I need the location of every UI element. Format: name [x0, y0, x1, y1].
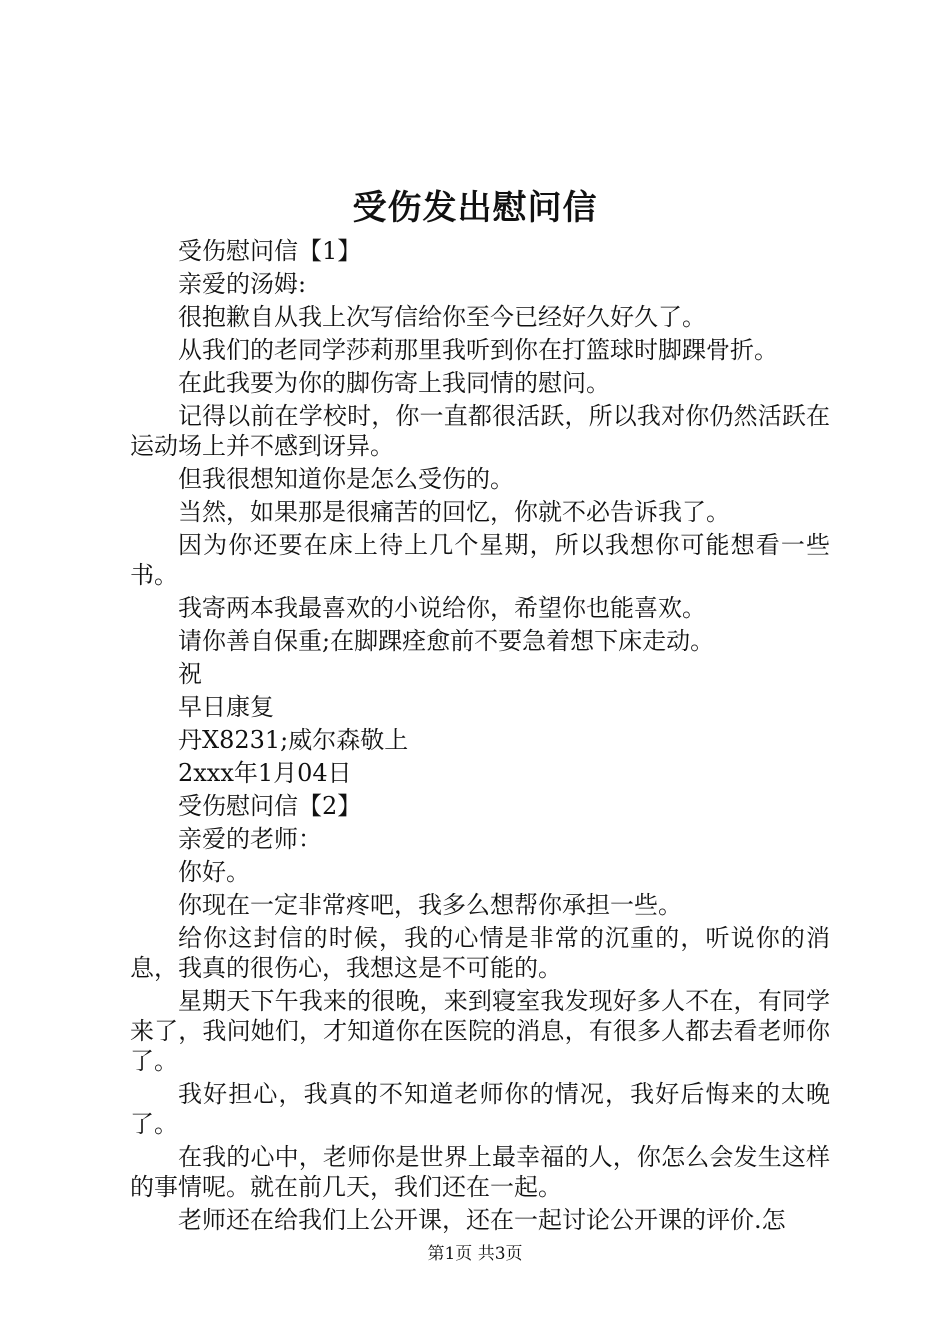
document-title: 受伤发出慰问信: [352, 188, 598, 228]
paragraph: 你现在一定非常疼吧，我多么想帮你承担一些。: [178, 891, 682, 919]
paragraph: 2xxx年1月04日: [178, 759, 352, 787]
paragraph: 星期天下午我来的很晚，来到寝室我发现好多人不在，有同学来了，我问她们，才知道你在医院的消息，有很多人都去看老师你了。: [130, 987, 830, 1075]
paragraph: 受伤慰问信【2】: [178, 792, 362, 820]
document-body: [130, 236, 830, 1238]
paragraph: 但我很想知道你是怎么受伤的。: [178, 465, 514, 493]
page-footer: 第1页 共3页: [427, 1244, 523, 1264]
paragraph: 我寄两本我最喜欢的小说给你，希望你也能喜欢。: [178, 594, 706, 622]
paragraph: 受伤慰问信【1】: [178, 237, 362, 265]
paragraph: 早日康复: [178, 693, 274, 721]
paragraph: 亲爱的老师：: [178, 825, 322, 853]
paragraph: 老师还在给我们上公开课，还在一起讨论公开课的评价.怎: [178, 1206, 786, 1234]
paragraph: 丹X8231;威尔森敬上: [178, 726, 409, 754]
paragraph: 我好担心，我真的不知道老师你的情况，我好后悔来的太晚了。: [130, 1080, 830, 1138]
paragraph: 在此我要为你的脚伤寄上我同情的慰问。: [178, 369, 610, 397]
paragraph: 当然，如果那是很痛苦的回忆，你就不必告诉我了。: [178, 498, 730, 526]
paragraph: 你好。: [178, 858, 250, 886]
paragraph: 从我们的老同学莎莉那里我听到你在打篮球时脚踝骨折。: [178, 336, 778, 364]
paragraph: 因为你还要在床上待上几个星期，所以我想你可能想看一些书。: [130, 531, 830, 589]
paragraph: 请你善自保重;在脚踝痊愈前不要急着想下床走动。: [178, 627, 715, 655]
paragraph: 记得以前在学校时，你一直都很活跃，所以我对你仍然活跃在运动场上并不感到讶异。: [130, 402, 830, 460]
paragraph: 给你这封信的时候，我的心情是非常的沉重的，听说你的消息，我真的很伤心，我想这是不可能的。: [130, 924, 830, 982]
paragraph: 祝: [178, 660, 202, 688]
paragraph: 亲爱的汤姆:: [178, 270, 307, 298]
paragraph: 在我的心中，老师你是世界上最幸福的人，你怎么会发生这样的事情呢。就在前几天，我们还在一起。: [130, 1143, 830, 1201]
paragraph: 很抱歉自从我上次写信给你至今已经好久好久了。: [178, 303, 706, 331]
